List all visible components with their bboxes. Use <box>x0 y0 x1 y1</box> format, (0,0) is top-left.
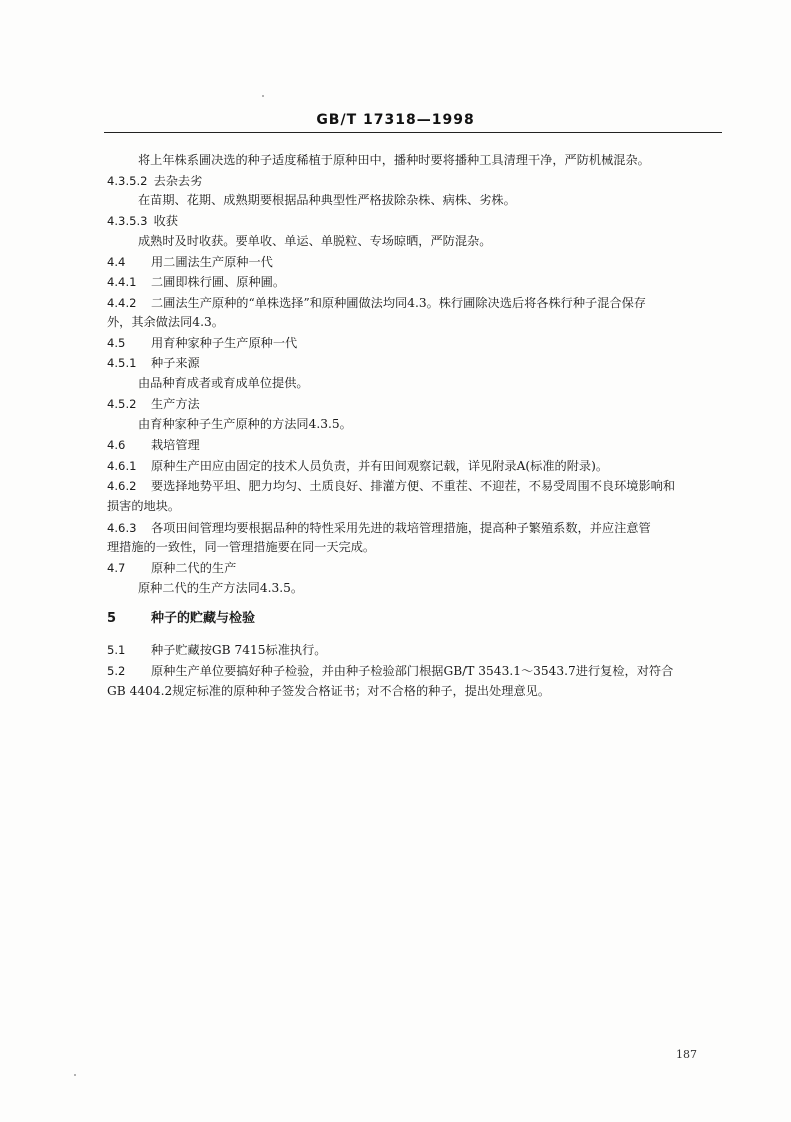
clause-line <box>107 173 202 189</box>
clause-text: 收获 <box>153 214 178 228</box>
clause-text: 原种生产单位要搞好种子检验，并由种子检验部门根据GB/T 3543.1～3543.7进行复检，对符合 <box>151 664 674 678</box>
clause-text: 生产方法 <box>151 397 200 411</box>
clause-number: 4.4.2 <box>107 296 137 310</box>
clause-text: 二圃即株行圃、原种圃。 <box>151 275 286 289</box>
scan-speck <box>262 95 264 97</box>
clause-line <box>107 213 178 229</box>
page-number: 187 <box>676 1048 697 1061</box>
clause-text: 理措施的一致性，同一管理措施要在同一天完成。 <box>107 540 376 554</box>
clause-number: 4.6 <box>107 438 126 452</box>
clause-number: 4.3.5.2 <box>107 174 148 188</box>
clause-number: 5 <box>107 611 117 626</box>
clause-text: 原种二代的生产 <box>151 561 237 575</box>
clause-line <box>107 560 236 576</box>
clause-number: 4.7 <box>107 561 126 575</box>
clause-line <box>107 642 326 658</box>
clause-text: 将上年株系圃决选的种子适度稀植于原种田中，播种时要将播种工具清理干净，严防机械混杂。 <box>138 153 650 167</box>
clause-line <box>107 520 651 536</box>
clause-number: 4.3.5.3 <box>107 214 148 228</box>
clause-line <box>107 663 673 679</box>
clause-text: 在苗期、花期、成熟期要根据品种典型性严格拔除杂株、病株、劣株。 <box>138 193 516 207</box>
clause-number: 4.6.2 <box>107 479 137 493</box>
paragraph-line <box>138 233 491 249</box>
clause-line <box>107 335 297 351</box>
clause-number: 4.4 <box>107 255 126 269</box>
clause-number: 4.4.1 <box>107 275 137 289</box>
clause-line <box>107 458 608 474</box>
clause-text: 二圃法生产原种的“单株选择”和原种圃做法均同4.3。株行圃除决选后将各株行种子混合保存 <box>151 296 646 310</box>
paragraph-line <box>138 375 309 391</box>
clause-text: 原种生产田应由固定的技术人员负责，并有田间观察记载，详见附录A(标准的附录)。 <box>151 459 609 473</box>
clause-text: 去杂去劣 <box>153 174 203 188</box>
clause-line <box>107 396 200 412</box>
clause-line <box>107 437 200 453</box>
clause-line <box>107 355 200 371</box>
clause-text: 损害的地块。 <box>107 499 181 513</box>
clause-text: 外，其余做法同4.3。 <box>107 315 224 329</box>
clause-text: 原种二代的生产方法同4.3.5。 <box>138 581 304 595</box>
paragraph-line <box>107 539 375 555</box>
paragraph-line <box>107 314 224 330</box>
paragraph-line <box>138 192 516 208</box>
clause-number: 4.6.1 <box>107 459 137 473</box>
clause-text: GB 4404.2规定标准的原种种子签发合格证书；对不合格的种子，提出处理意见。 <box>107 684 551 698</box>
paragraph-line <box>107 498 180 514</box>
clause-number: 4.5.1 <box>107 356 137 370</box>
clause-text: 要选择地势平坦、肥力均匀、土质良好、排灌方便、不重茬、不迎茬，不易受周围不良环境影响和 <box>151 479 676 493</box>
clause-number: 4.5 <box>107 336 126 350</box>
clause-text: 栽培管理 <box>151 438 200 452</box>
paragraph-line <box>138 580 303 596</box>
clause-text: 成熟时及时收获。要单收、单运、单脱粒、专场晾晒，严防混杂。 <box>138 234 492 248</box>
clause-text: 种子来源 <box>151 356 200 370</box>
clause-line <box>107 610 255 627</box>
clause-line <box>107 478 675 494</box>
standard-header: GB/T 17318—1998 <box>316 112 475 128</box>
paragraph-line <box>138 416 352 432</box>
clause-number: 4.6.3 <box>107 521 137 535</box>
clause-text: 由育种家种子生产原种的方法同4.3.5。 <box>138 417 352 431</box>
clause-number: 4.5.2 <box>107 397 137 411</box>
clause-line <box>107 295 646 311</box>
clause-text: 种子的贮藏与检验 <box>151 611 256 626</box>
clause-text: 由品种育成者或育成单位提供。 <box>138 376 309 390</box>
clause-line <box>107 254 273 270</box>
clause-text: 用育种家种子生产原种一代 <box>151 336 298 350</box>
clause-text: 种子贮藏按GB 7415标准执行。 <box>151 643 327 657</box>
scan-speck <box>74 1074 76 1076</box>
clause-line <box>107 274 285 290</box>
paragraph-line <box>107 683 550 699</box>
paragraph-line <box>138 152 650 168</box>
header-rule <box>104 132 722 133</box>
clause-number: 5.2 <box>107 664 126 678</box>
clause-text: 用二圃法生产原种一代 <box>151 255 273 269</box>
clause-text: 各项田间管理均要根据品种的特性采用先进的栽培管理措施，提高种子繁殖系数，并应注意管 <box>151 521 651 535</box>
clause-number: 5.1 <box>107 643 126 657</box>
